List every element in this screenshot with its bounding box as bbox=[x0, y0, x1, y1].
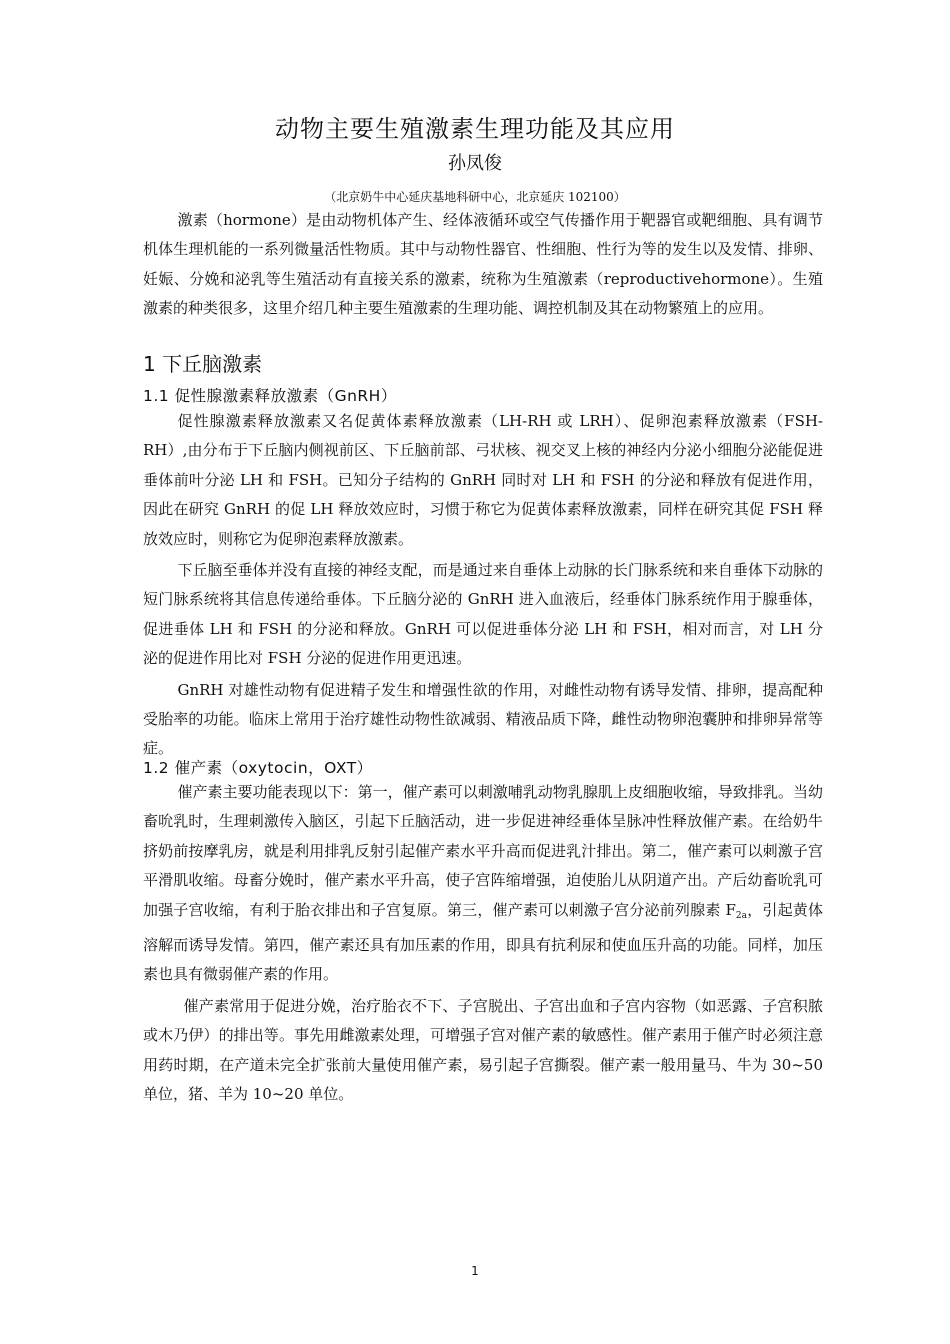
gnrh-paragraph-3: GnRH 对雄性动物有促进精子发生和增强性欲的作用，对雌性动物有诱导发情、排卵，提高配种受胎率的功能。临床上常用于治疗雄性动物性欲减弱、精液品质下降，雌性动物卵泡囊肿和排卵异常等症。 bbox=[143, 680, 823, 758]
oxytocin-paragraph-2: 催产素常用于促进分娩，治疗胎衣不下、子宫脱出、子宫出血和子宫内容物（如恶露、子宫积脓或木乃伊）的排出等。事先用雌激素处理，可增强子宫对催产素的敏感性。催产素用于催产时必须注意用药时期，在产道未完全扩张前大量使用催产素，易引起子宫撕裂。催产素一般用量马、牛为 30~50 单位，猪、羊为 10~20 单位。 bbox=[143, 996, 823, 1104]
gnrh-paragraph-1: 促性腺激素释放激素又名促黄体素释放激素（LH-RH 或 LRH）、促卵泡素释放激素（FSH-RH）,由分布于下丘脑内侧视前区、下丘脑前部、弓状核、视交叉上核的神经内分泌小细胞分泌能促进垂体前叶分泌 LH 和 FSH。已知分子结构的 GnRH 同时对 LH 和 FSH 的分泌和释放有促进作用，因此在研究 GnRH 的促 LH 释放效应时，习惯于称它为促黄体素释放激素，同样在研究其促 FSH 释放效应时，则称它为促卵泡素释放激素。 bbox=[143, 412, 823, 548]
oxytocin-paragraph-1-part-a: 催产素主要功能表现以下：第一，催产素可以刺激哺乳动物乳腺肌上皮细胞收缩，导致排乳。当幼畜吮乳时，生理刺激传入脑区，引起下丘脑活动，进一步促进神经垂体呈脉冲性释放催产素。在给奶牛挤奶前按摩乳房，就是利用排乳反射引起催产素水平升高而促进乳汁排出。第二，催产素可以刺激子宫平滑肌收缩。母畜分娩时，催产素水平升高，使子宫阵缩增强，迫使胎儿从阴道产出。产后幼畜吮乳可加强子宫收缩，有利于胎衣排出和子宫复原。第三，催产素可以刺激子宫分泌前列腺素 F bbox=[143, 783, 823, 919]
gnrh-paragraph-2: 下丘脑至垂体并没有直接的神经支配，而是通过来自垂体上动脉的长门脉系统和来自垂体下动脉的短门脉系统将其信息传递给垂体。下丘脑分泌的 GnRH 进入血液后，经垂体门脉系统作用于腺垂体，促进垂体 LH 和 FSH 的分泌和释放。GnRH 可以促进垂体分泌 LH 和 FSH，相对而言，对 LH 分泌的促进作用比对 FSH 分泌的促进作用更迅速。 bbox=[143, 561, 823, 668]
author-affiliation: （北京奶牛中心延庆基地科研中心，北京延庆 102100） bbox=[324, 190, 626, 204]
author-name: 孙凤俊 bbox=[448, 153, 502, 174]
subsection-heading-gnrh: 1.1 促性腺激素释放激素（GnRH） bbox=[143, 387, 397, 405]
intro-paragraph: 激素（hormone）是由动物机体产生、经体液循环或空气传播作用于靶器官或靶细胞、具有调节机体生理机能的一系列微量活性物质。其中与动物性器官、性细胞、性行为等的发生以及发情、排卵、妊娠、分娩和泌乳等生殖活动有直接关系的激素，统称为生殖激素（reproductivehormone）。生殖激素的种类很多，这里介绍几种主要生殖激素的生理功能、调控机制及其在动物繁殖上的应用。 bbox=[143, 211, 823, 318]
intro-block bbox=[143, 206, 823, 324]
oxytocin-paragraph-1 bbox=[143, 778, 823, 990]
page-number: 1 bbox=[471, 1264, 479, 1278]
oxytocin-paragraph-1-part-b: ，引起黄体溶解而诱导发情。第四，催产素还具有加压素的作用，即具有抗利尿和使血压升高的功能。同样，加压素也具有微弱催产素的作用。 bbox=[143, 900, 823, 984]
oxytocin-block bbox=[143, 778, 823, 1109]
subsection-heading-oxytocin: 1.2 催产素（oxytocin，OXT） bbox=[143, 759, 373, 777]
document-title: 动物主要生殖激素生理功能及其应用 bbox=[275, 115, 675, 143]
prostaglandin-subscript: 2a bbox=[735, 910, 747, 921]
section-heading: 1 下丘脑激素 bbox=[143, 352, 263, 376]
gnrh-block bbox=[143, 407, 823, 764]
